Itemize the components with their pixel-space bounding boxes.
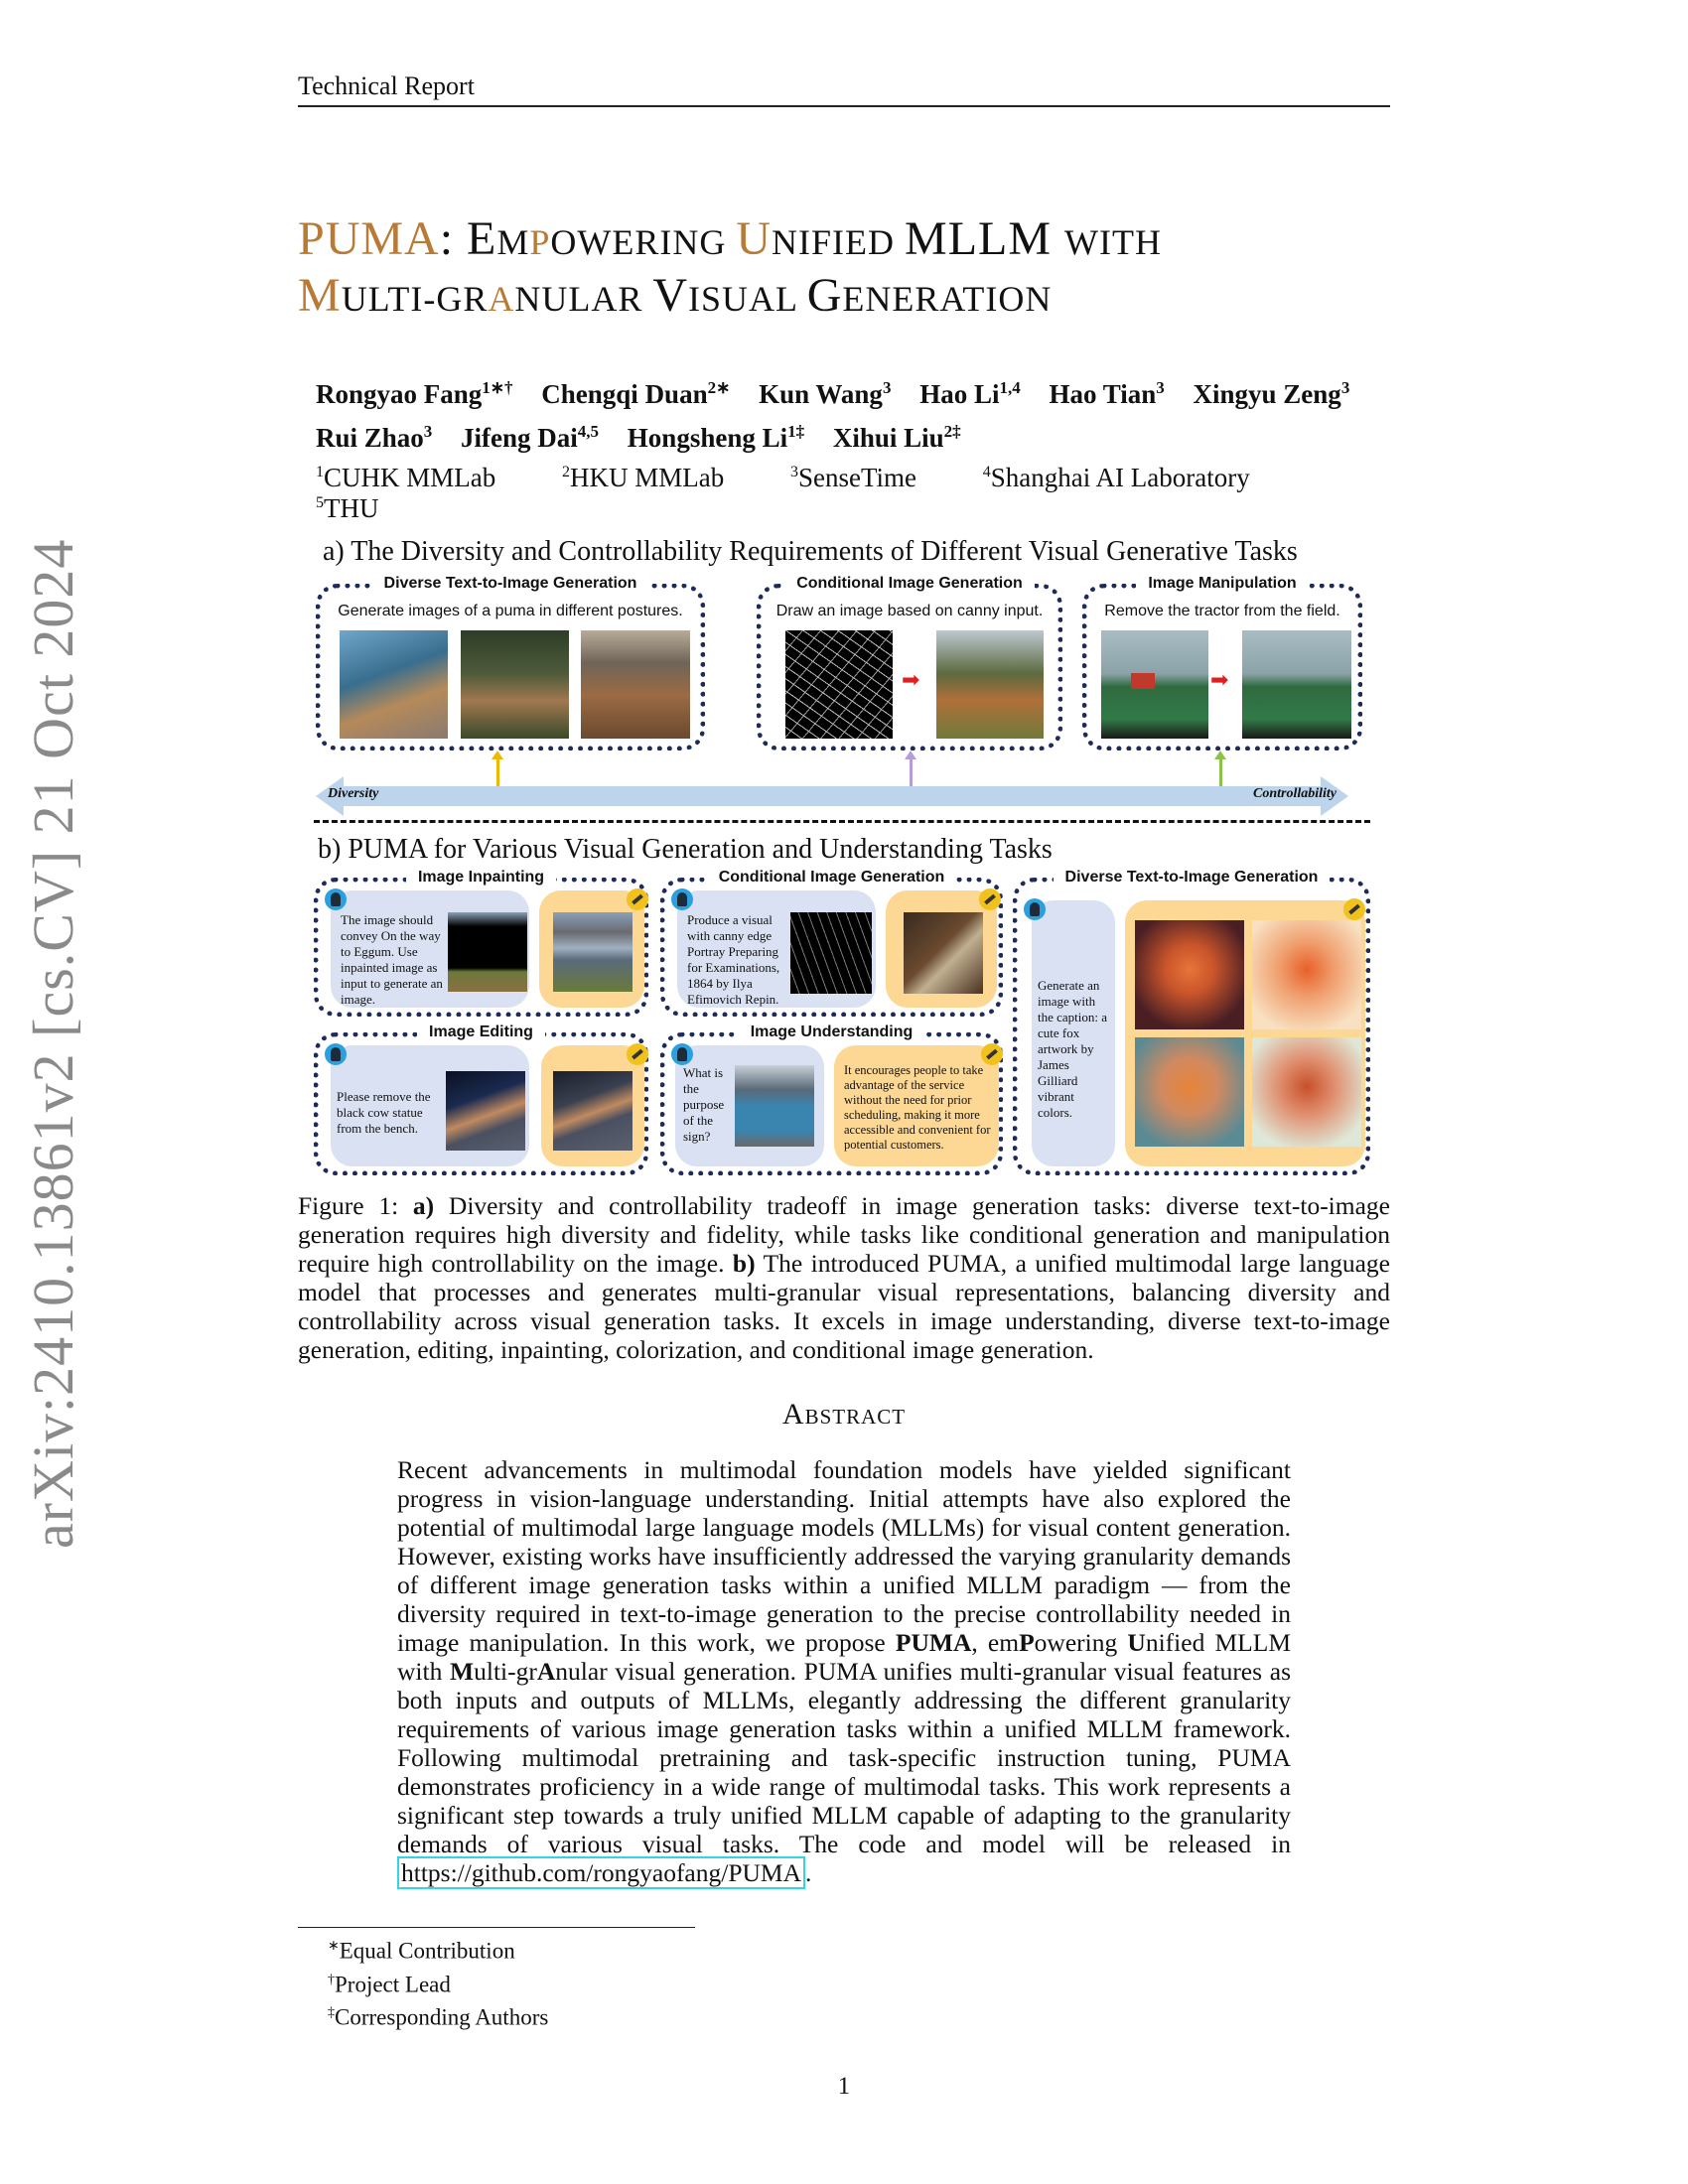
author: Rui Zhao$^3$ (316, 422, 433, 453)
diversity-controllability-axis (316, 780, 1348, 810)
puma-model-icon (627, 1043, 648, 1065)
panel-conditional-generation: Conditional Image Generation Draw an image based on canny input. ➡ (757, 584, 1062, 751)
image-field-with-tractor (1101, 630, 1208, 739)
paper-title (298, 212, 1390, 326)
up-arrow-icon (1219, 758, 1222, 786)
title-line-2: MULTI-GRANULAR VISUAL GENERATION (298, 269, 1053, 322)
arxiv-stamp: arXiv:2410.13861v2 [cs.CV] 21 Oct 2024 (21, 538, 85, 1549)
panel-image-inpainting: Image Inpainting The image should convey On the way to Eggum. Use inpainted image as input to generate an image. (314, 878, 648, 1017)
affiliation-list (316, 463, 1408, 524)
puma-model-icon (1343, 898, 1365, 920)
title-line-1: PUMA: EMPOWERING UNIFIED MLLM WITH (298, 212, 1162, 265)
image-generated-cat (936, 630, 1044, 739)
image-fox-3 (1135, 1037, 1244, 1147)
axis-label-controllability: Controllability (1252, 786, 1336, 801)
author: Rongyao Fang$^{1∗\dagger}$ (316, 378, 513, 409)
image-field-without-tractor (1242, 630, 1351, 739)
puma-model-icon (627, 888, 648, 910)
footnote-rule (298, 1927, 695, 1928)
running-header: Technical Report (298, 71, 475, 100)
author: Hao Tian$^3$ (1049, 378, 1165, 409)
image-puma-in-forest (461, 630, 569, 739)
author: Xihui Liu$^{2\ddagger}$ (832, 422, 961, 453)
image-inpainted-landscape (553, 912, 633, 992)
puma-model-icon (979, 888, 1001, 910)
abstract-body: Recent advancements in multimodal foundation models have yielded significant progress in vision-language understanding. Initial attempts have also explored the potential of multimodal large language models (MLLMs) for visual content generation. However, existing works have insufficiently addressed the varying granularity demands of different image generation tasks within a unified MLLM paradigm — from the diversity required in text-to-image generation to the precise controllability needed in image manipulation. In this work, we propose PUMA, emPowering Unified MLLM with Multi-grAnular visual generation. PUMA unifies multi-granular visual features as both inputs and outputs of MLLMs, elegantly addressing the different granularity requirements of various image generation tasks within a unified MLLM framework. Following multimodal pretraining and task-specific instruction tuning, PUMA demonstrates proficiency in a wide range of multimodal tasks. This work represents a significant step towards a truly unified MLLM capable of adapting to the granularity demands of various visual tasks. The code and model will be released in https://github.com/rongyaofang/PUMA . (397, 1455, 1292, 1887)
user-avatar-icon (671, 888, 693, 910)
up-arrow-icon (496, 758, 499, 786)
figure-part-b-title: b) PUMA for Various Visual Generation and Understanding Tasks (318, 834, 1053, 865)
image-sign (735, 1065, 814, 1147)
image-generated-portrait (904, 912, 983, 994)
affiliation: $^1$CUHK MMLab (316, 463, 496, 492)
image-masked-landscape (448, 912, 527, 992)
figure-part-a-title: a) The Diversity and Controllability Requirements of Different Visual Generative Tasks (323, 536, 1298, 567)
header-rule (298, 105, 1390, 107)
author: Hao Li$^{1,4}$ (919, 378, 1021, 409)
panel-image-editing: Image Editing Please remove the black cow statue from the bench. (314, 1032, 648, 1175)
panel-image-manipulation: Image Manipulation Remove the tractor from the field. ➡ (1082, 584, 1362, 751)
panel-conditional-image-generation: Conditional Image Generation Produce a visual with canny edge Portray Preparing for Examinations, 1864 by Ilya Efimovich Repin. (660, 878, 1003, 1017)
footnote: ‡Corresponding Authors (328, 2004, 549, 2030)
up-arrow-icon (910, 758, 913, 786)
affiliation: $^4$Shanghai AI Laboratory (982, 463, 1250, 492)
image-bench-with-cow (446, 1071, 525, 1151)
tractor (1131, 673, 1155, 689)
image-puma-leaping (581, 630, 690, 739)
right-arrow-icon: ➡ (1210, 668, 1229, 693)
panel-diverse-t2i: Diverse Text-to-Image Generation Generate images of a puma in different postures. (316, 584, 705, 751)
image-puma-on-rocks (340, 630, 448, 739)
panel-image-understanding: Image Understanding What is the purpose of the sign? It encourages people to take advantage of the service without the need for prior scheduling, making it more accessible and convenient for potential customers. (660, 1032, 1003, 1175)
author: Xingyu Zeng$^3$ (1193, 378, 1350, 409)
image-bench-edited (553, 1071, 633, 1151)
affiliation: $^2$HKU MMLab (562, 463, 725, 492)
author-list (316, 369, 1408, 457)
author: Kun Wang$^3$ (759, 378, 892, 409)
author: Jifeng Dai$^{4,5}$ (461, 422, 600, 453)
image-canny-edge-map (785, 630, 893, 739)
puma-model-icon (981, 1043, 1003, 1065)
user-avatar-icon (1024, 898, 1046, 920)
section-divider (314, 820, 1370, 823)
footnote: †Project Lead (328, 1972, 451, 1997)
figure-caption: Figure 1: a) Diversity and controllability tradeoff in image generation tasks: diverse text-to-image generation requires high diversity and fidelity, while tasks like conditional generation and manipulation require high controllability on the image. b) The introduced PUMA, a unified multimodal large language model that processes and generates multi-granular visual representations, balancing diversity and controllability across visual generation tasks. It excels in image understanding, diverse text-to-image generation, editing, inpainting, colorization, and conditional image generation. (298, 1191, 1390, 1364)
panel-diverse-text-to-image: Diverse Text-to-Image Generation Generate an image with the caption: a cute fox artwork by James Gilliard vibrant colors. (1013, 878, 1370, 1175)
author: Hongsheng $Li^{1\ddagger}$ (627, 422, 805, 453)
affiliation: $^5$THU (316, 493, 379, 523)
image-fox-4 (1252, 1037, 1361, 1147)
github-link[interactable]: https://github.com/rongyaofang/PUMA (397, 1856, 805, 1889)
user-avatar-icon (325, 888, 347, 910)
footnote: ∗Equal Contribution (328, 1938, 515, 1964)
affiliation: $^3$SenseTime (790, 463, 917, 492)
image-fox-2 (1252, 920, 1361, 1029)
axis-label-diversity: Diversity (328, 786, 379, 801)
image-fox-1 (1135, 920, 1244, 1029)
page-number: 1 (837, 2073, 851, 2100)
author: Chengqi Duan$^{2∗}$ (541, 378, 731, 409)
right-arrow-icon: ➡ (902, 668, 920, 693)
user-avatar-icon (671, 1043, 693, 1065)
image-canny-portrait (790, 912, 872, 994)
user-avatar-icon (325, 1043, 347, 1065)
abstract-heading: Abstract (781, 1398, 907, 1431)
footnotes (328, 1932, 548, 2032)
